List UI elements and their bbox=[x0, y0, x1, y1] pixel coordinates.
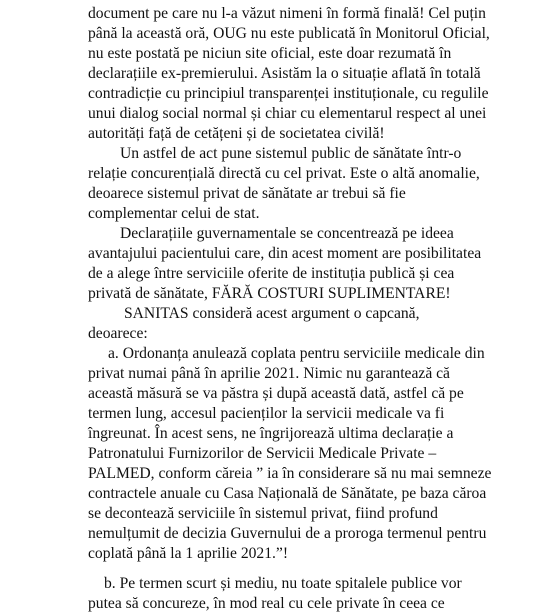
text-line: până la această oră, OUG nu este publicată în Monitorul Oficial, bbox=[88, 25, 490, 42]
text-line: de a alege între serviciile oferite de instituția publică și cea bbox=[88, 265, 455, 282]
paragraph-first-line: SANITAS consideră acest argument o capcană, bbox=[124, 305, 420, 322]
text-line: Patronatului Furnizorilor de Servicii Medicale Private – bbox=[88, 445, 437, 462]
text-line: termen lung, accesul pacienților la servicii medicale va fi bbox=[88, 405, 445, 422]
text-line: complementar celui de stat. bbox=[88, 205, 260, 222]
list-item-a-first-line: a. Ordonanța anulează coplata pentru serviciile medicale din bbox=[108, 345, 485, 362]
text-line: deoarece: bbox=[88, 325, 148, 342]
text-line: autorități față de cetățeni și de societatea civilă! bbox=[88, 125, 385, 142]
text-line: putea să concureze, în mod real cu cele private în ceea ce bbox=[88, 595, 445, 612]
text-line: privată de sănătate, FĂRĂ COSTURI SUPLIMENTARE! bbox=[88, 285, 451, 302]
text-line: contractele anuale cu Casa Națională de Sănătate, pe baza căroa bbox=[88, 485, 487, 502]
text-line: îngreunat. În acest sens, ne îngrijorează ultima declarație a bbox=[88, 425, 454, 442]
text-line: nemulțumit de decizia Guvernului de a proroga termenul pentru bbox=[88, 525, 487, 542]
text-line: privat numai până în aprilie 2021. Nimic nu garantează că bbox=[88, 365, 450, 382]
text-line: PALMED, conform căreia ” ia în considerare să nu mai semneze bbox=[88, 465, 492, 482]
text-line: se decontează serviciile în sistemul privat, fiind profund bbox=[88, 505, 438, 522]
text-line: avantajului pacientului care, din acest moment are posibilitatea bbox=[88, 245, 482, 262]
text-line: document pe care nu l-a văzut nimeni în formă finală! Cel puțin bbox=[88, 5, 486, 22]
text-line: contradicție cu principiul transparenței instituționale, cu regulile bbox=[88, 85, 489, 102]
text-line: deoarece sistemul privat de sănătate ar trebui să fie bbox=[88, 185, 406, 202]
text-line: relație concurențială directă cu cel privat. Este o altă anomalie, bbox=[88, 165, 480, 182]
text-line: coplată până la 1 aprilie 2021.”! bbox=[88, 545, 289, 562]
paragraph-first-line: Un astfel de act pune sistemul public de sănătate într-o bbox=[120, 145, 462, 162]
text-line: declarațiile ex-premierului. Asistăm la o situație aflată în totală bbox=[88, 65, 481, 82]
text-line: unui dialog social normal și chiar cu elementarul respect al unei bbox=[88, 105, 487, 122]
text-line: această măsură se va păstra și după această dată, astfel că pe bbox=[88, 385, 464, 402]
list-item-b-first-line: b. Pe termen scurt și mediu, nu toate spitalele publice vor bbox=[104, 575, 462, 592]
text-line: nu este postată pe niciun site oficial, este doar rezumată în bbox=[88, 45, 452, 62]
paragraph-first-line: Declarațiile guvernamentale se concentrează pe ideea bbox=[120, 225, 454, 242]
